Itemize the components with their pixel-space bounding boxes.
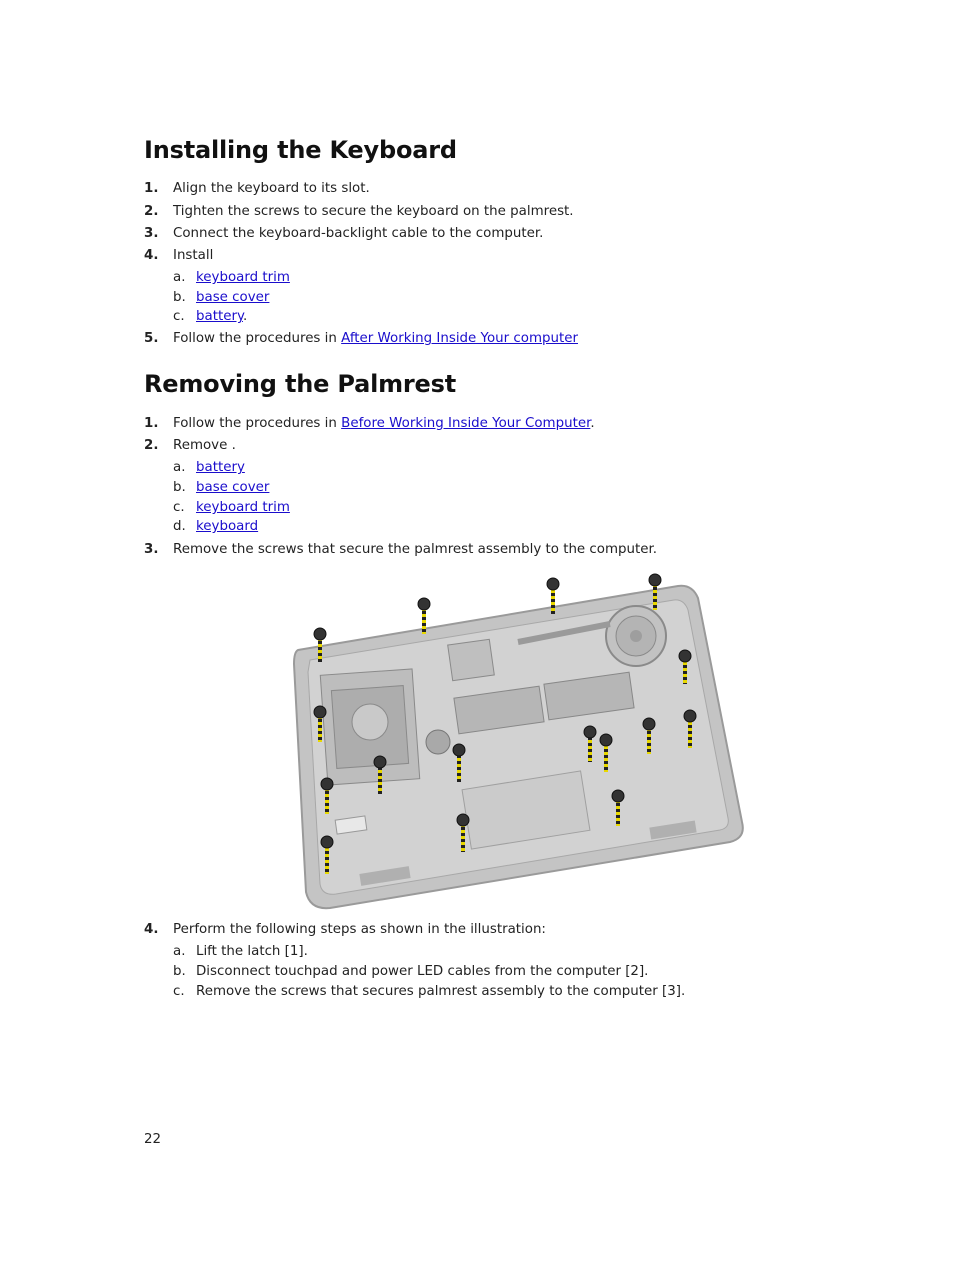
list-item: 1. Follow the procedures in Before Working Inside Your Computer. bbox=[144, 416, 595, 431]
list-item: 2. Remove . bbox=[144, 438, 236, 453]
list-item: 4. Install bbox=[144, 248, 214, 263]
after-working-link[interactable]: After Working Inside Your computer bbox=[341, 331, 578, 346]
keyboard-trim-link[interactable]: keyboard trim bbox=[196, 500, 290, 515]
sub-list-item: b. Disconnect touchpad and power LED cables from the computer [2]. bbox=[173, 964, 649, 979]
before-working-link[interactable]: Before Working Inside Your Computer bbox=[341, 416, 591, 431]
section-title-removing-palmrest: Removing the Palmrest bbox=[144, 370, 456, 398]
section-title-installing-keyboard: Installing the Keyboard bbox=[144, 136, 457, 164]
battery-link[interactable]: battery bbox=[196, 460, 245, 475]
base-cover-link[interactable]: base cover bbox=[196, 480, 270, 495]
sub-list-item: d. keyboard bbox=[173, 519, 259, 534]
list-item: 4. Perform the following steps as shown in the illustration: bbox=[144, 922, 546, 937]
sub-list-item: c. battery. bbox=[173, 309, 248, 324]
battery-link[interactable]: battery bbox=[196, 309, 243, 324]
wlan-card bbox=[448, 639, 495, 680]
coin-cell-battery bbox=[426, 730, 450, 754]
sub-list-item: a. battery bbox=[173, 460, 245, 475]
keyboard-link[interactable]: keyboard bbox=[196, 519, 259, 534]
list-item: 3. Remove the screws that secure the palmrest assembly to the computer. bbox=[144, 542, 658, 557]
page-number: 22 bbox=[144, 1132, 162, 1147]
sub-list-item: a. Lift the latch [1]. bbox=[173, 944, 308, 959]
list-item: 3. Connect the keyboard-backlight cable to the computer. bbox=[144, 226, 544, 241]
sub-list-item: c. Remove the screws that secures palmrest assembly to the computer [3]. bbox=[173, 984, 686, 999]
list-item: 1. Align the keyboard to its slot. bbox=[144, 181, 370, 196]
base-cover-link[interactable]: base cover bbox=[196, 290, 270, 305]
sub-list-item: b. base cover bbox=[173, 290, 270, 305]
list-item: 5. Follow the procedures in After Working Inside Your computer bbox=[144, 331, 578, 346]
palmrest-screws-illustration bbox=[290, 572, 750, 912]
keyboard-trim-link[interactable]: keyboard trim bbox=[196, 270, 290, 285]
sub-list-item: c. keyboard trim bbox=[173, 500, 290, 515]
sub-list-item: a. keyboard trim bbox=[173, 270, 290, 285]
list-item: 2. Tighten the screws to secure the keyboard on the palmrest. bbox=[144, 204, 574, 219]
sub-list-item: b. base cover bbox=[173, 480, 270, 495]
